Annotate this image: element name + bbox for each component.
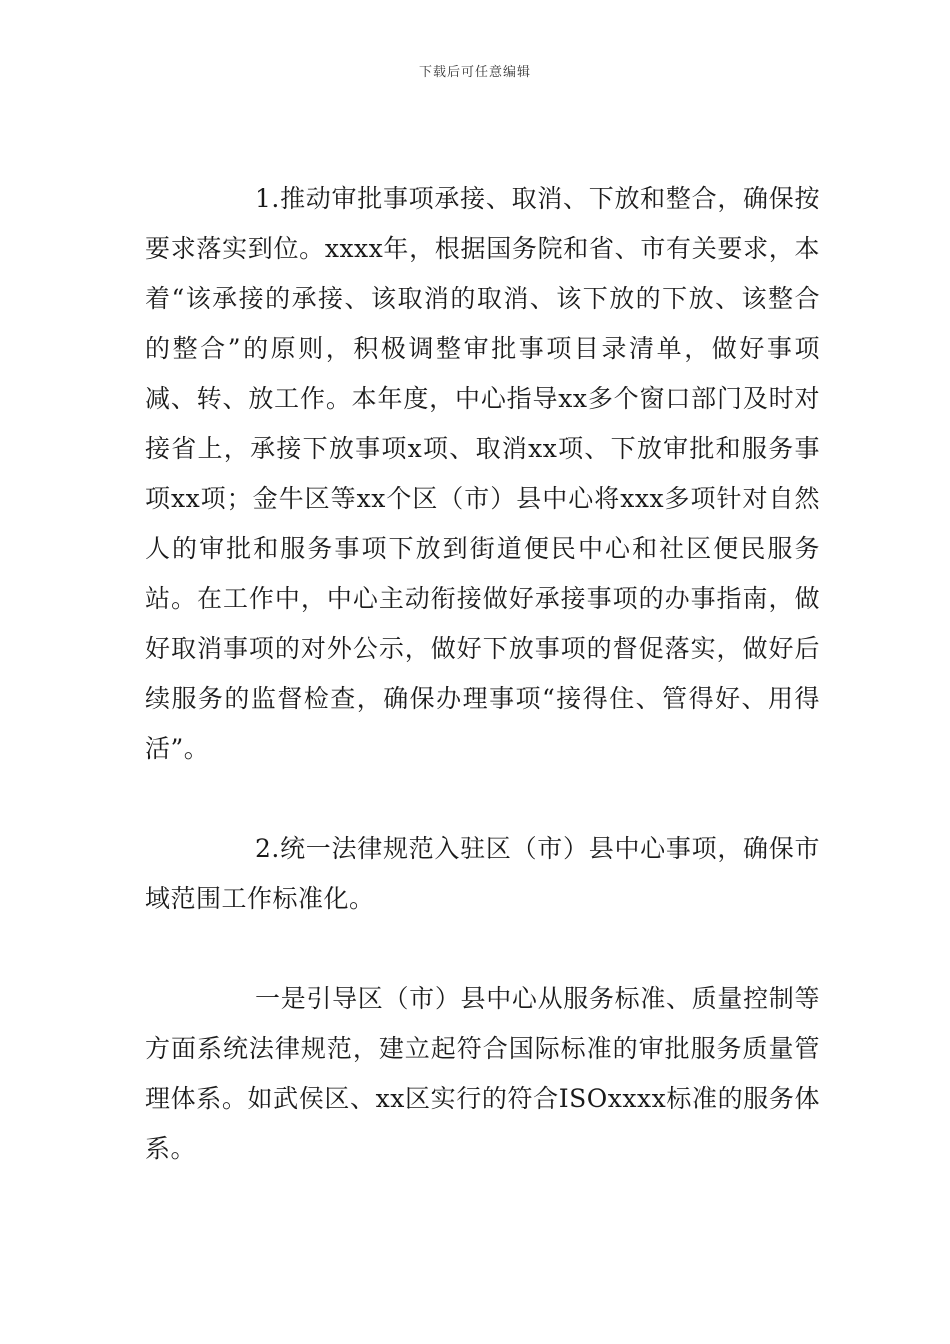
paragraph-approval-items: 1.推动审批事项承接、取消、下放和整合，确保按要求落实到位。xxxx年，根据国务院和省、市有关要求，本着“该承接的承接、该取消的取消、该下放的下放、该整合的整合”的原则，积极调整审批事项目录清单，做好事项减、转、放工作。本年度，中心指导xx多个窗口部门及时对接省上，承接下放事项x项、取消xx项、下放审批和服务事项xx项；金牛区等xx个区（市）县中心将xxx多项针对自然人的审批和服务事项下放到街道便民中心和社区便民服务站。在工作中，中心主动衔接做好承接事项的办事指南，做好取消事项的对外公示，做好下放事项的督促落实，做好后续服务的监督检查，确保办理事项“接得住、管得好、用得活”。 (145, 184, 820, 763)
document-body (145, 174, 820, 1174)
paragraph-standardization: 2.统一法律规范入驻区（市）县中心事项，确保市域范围工作标准化。 (145, 834, 820, 913)
paragraph-quality-system: 一是引导区（市）县中心从服务标准、质量控制等方面系统法律规范，建立起符合国际标准的审批服务质量管理体系。如武侯区、xx区实行的符合ISOxxxx标准的服务体系。 (145, 984, 820, 1163)
page-header: 下载后可任意编辑 (418, 65, 531, 80)
